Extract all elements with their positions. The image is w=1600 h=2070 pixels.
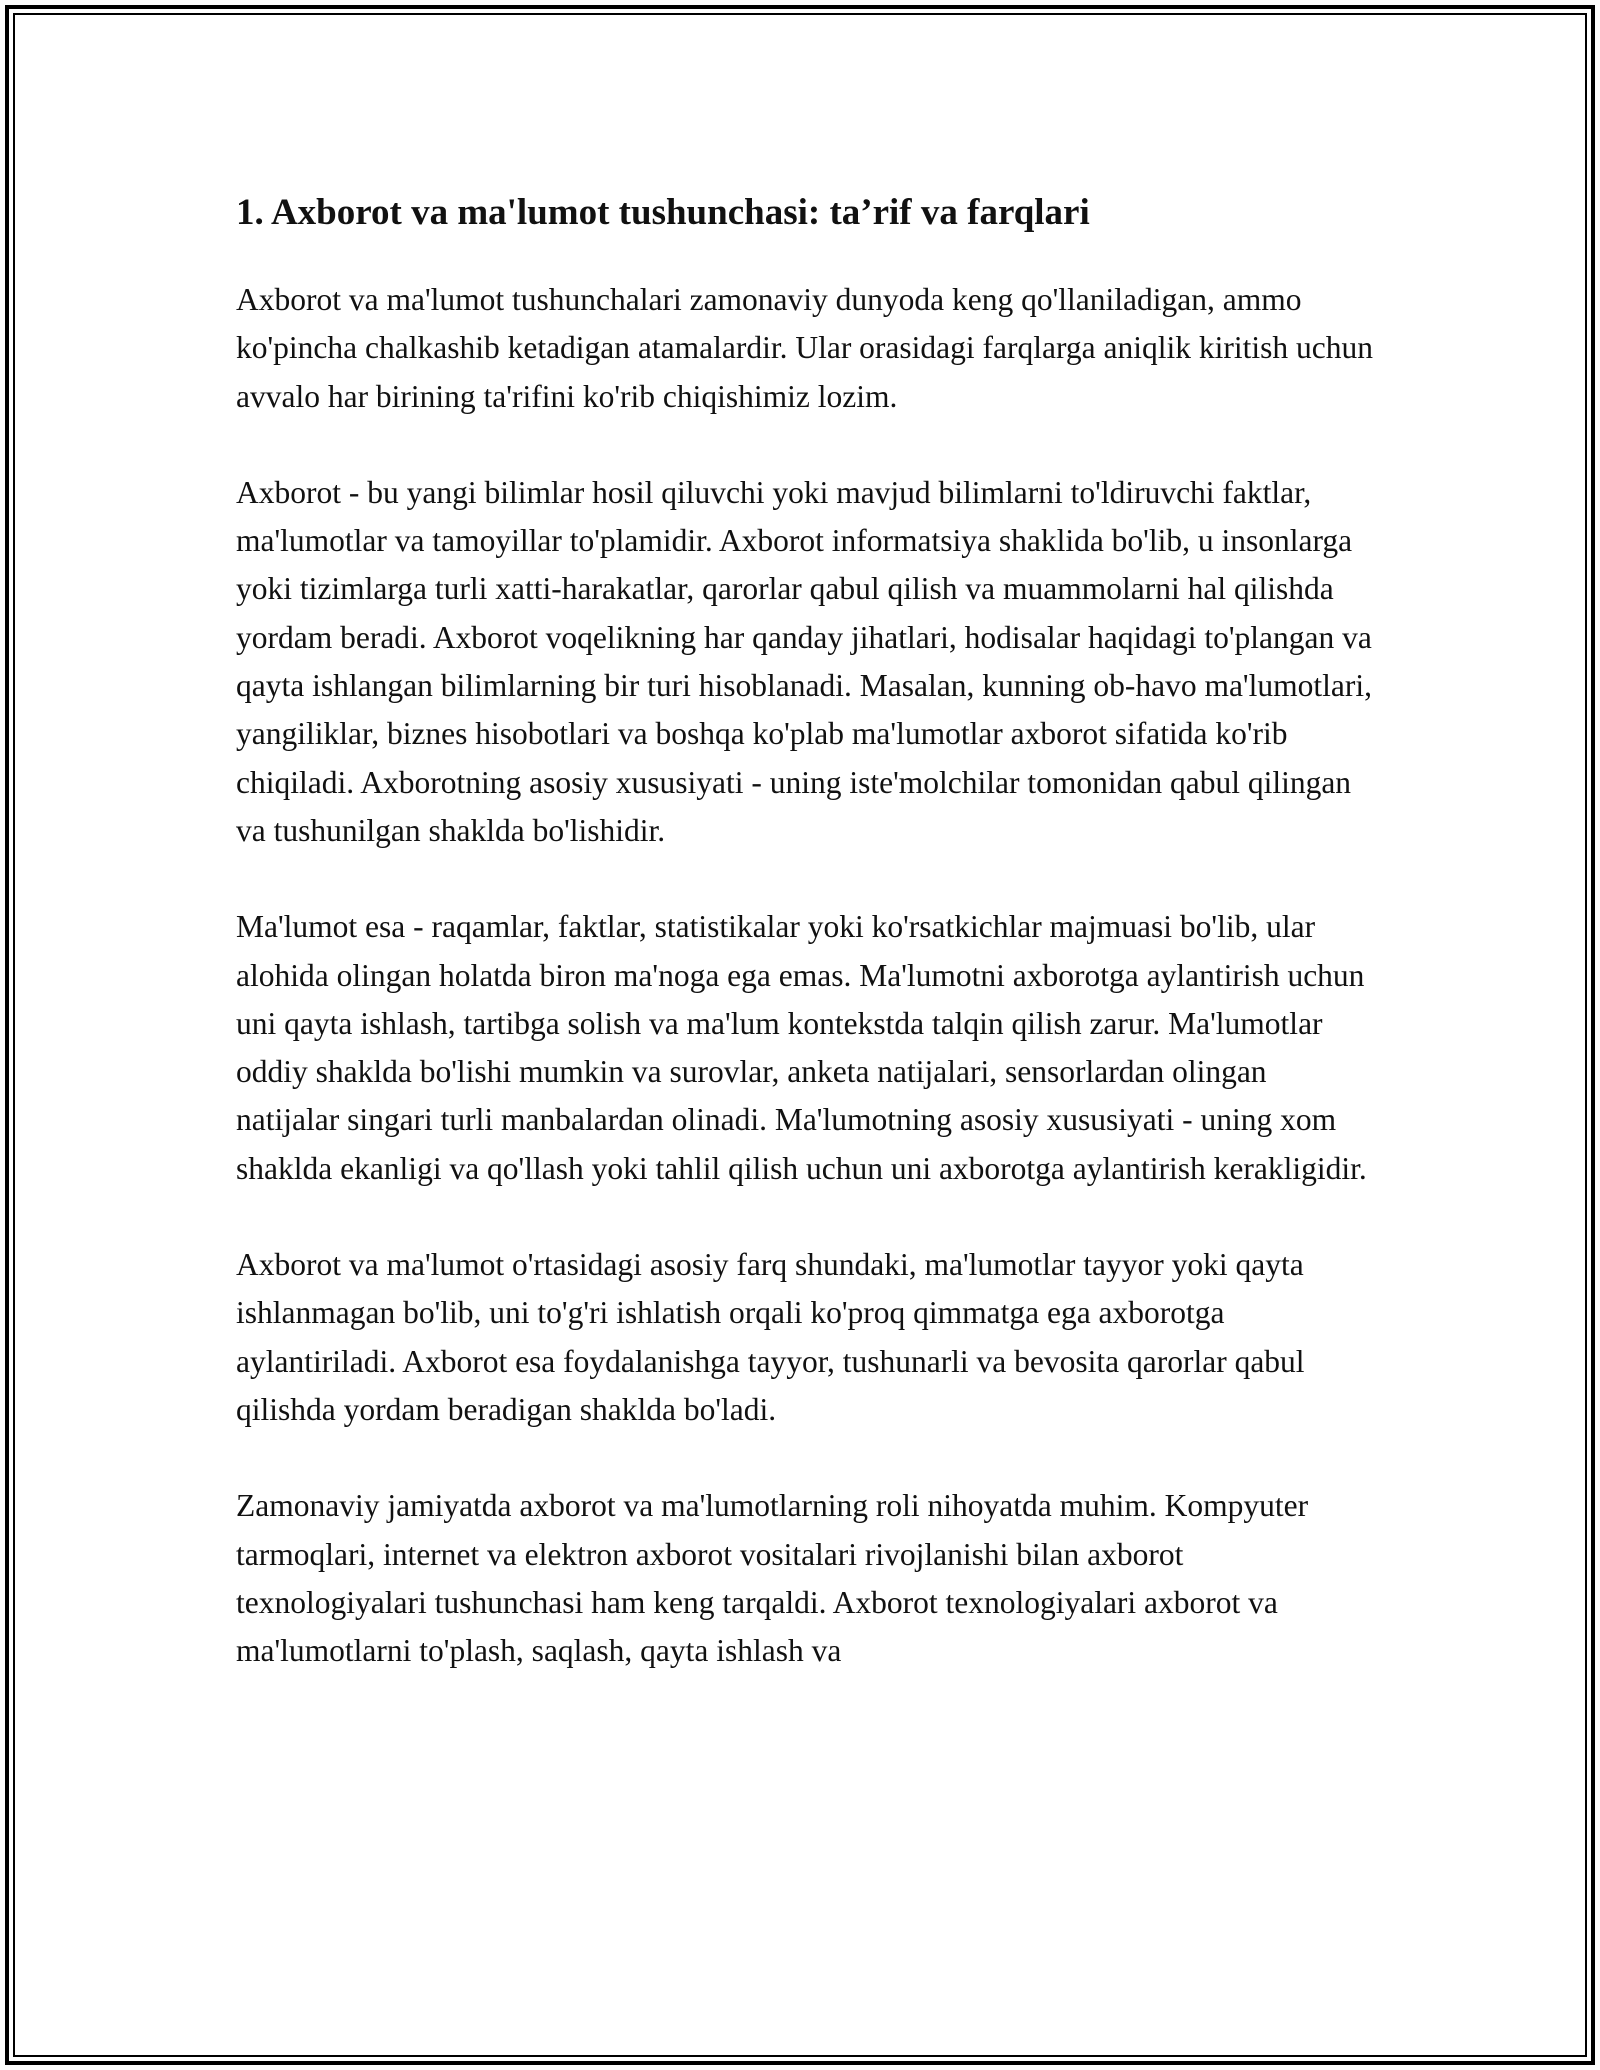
paragraph-axborot-definition: Axborot - bu yangi bilimlar hosil qiluvchi yoki mavjud bilimlarni to'ldiruvchi faktlar, ma'lumotlar va tamoyillar to'plamidir. Axborot informatsiya shaklida bo'lib, u insonlarga yoki tizimlarga turli xatti-harakatlar, qarorlar qabul qilish va muammolarni hal qilishda yordam beradi. Axborot voqelikning har qanday jihatlari, hodisalar haqidagi to'plangan va qayta ishlangan bilimlarning bir turi hisoblanadi. Masalan, kunning ob-havo ma'lumotlari, yangiliklar, biznes hisobotlari va boshqa ko'plab ma'lumotlar axborot sifatida ko'rib chiqiladi. Axborotning asosiy xususiyati - uning iste'molchilar tomonidan qabul qilingan va tushunilgan shaklda bo'lishidir.: [236, 474, 1372, 848]
paragraph-difference: Axborot va ma'lumot o'rtasidagi asosiy farq shundaki, ma'lumotlar tayyor yoki qayta ishlanmagan bo'lib, uni to'g'ri ishlatish orqali ko'proq qimmatga ega axborotga aylantiriladi. Axborot esa foydalanishga tayyor, tushunarli va bevosita qarorlar qabul qilishda yordam beradigan shaklda bo'ladi.: [236, 1247, 1305, 1427]
section-heading: 1. Axborot va ma'lumot tushunchasi: ta’rif va farqlari: [236, 192, 1090, 233]
document-body: [236, 180, 1376, 1723]
paragraph-intro: Axborot va ma'lumot tushunchalari zamonaviy dunyoda keng qo'llaniladigan, ammo ko'pincha chalkashib ketadigan atamalardir. Ular orasidagi farqlarga aniqlik kiritish uchun avvalo har birining ta'rifini ko'rib chiqishimiz lozim.: [236, 282, 1373, 414]
paragraph-modern-society: Zamonaviy jamiyatda axborot va ma'lumotlarning roli nihoyatda muhim. Kompyuter tarmoqlari, internet va elektron axborot vositalari rivojlanishi bilan axborot texnologiyalari tushunchasi ham keng tarqaldi. Axborot texnologiyalari axborot va ma'lumotlarni to'plash, saqlash, qayta ishlash va: [236, 1488, 1309, 1669]
paragraph-malumot-definition: Ma'lumot esa - raqamlar, faktlar, statistikalar yoki ko'rsatkichlar majmuasi bo'lib, ular alohida olingan holatda biron ma'noga ega emas. Ma'lumotni axborotga aylantirish uchun uni qayta ishlash, tartibga solish va ma'lum kontekstda talqin qilish zarur. Ma'lumotlar oddiy shaklda bo'lishi mumkin va surovlar, anketa natijalari, sensorlardan olingan natijalar singari turli manbalardan olinadi. Ma'lumotning asosiy xususiyati - uning xom shaklda ekanligi va qo'llash yoki tahlil qilish uchun uni axborotga aylantirish kerakligidir.: [236, 909, 1367, 1186]
